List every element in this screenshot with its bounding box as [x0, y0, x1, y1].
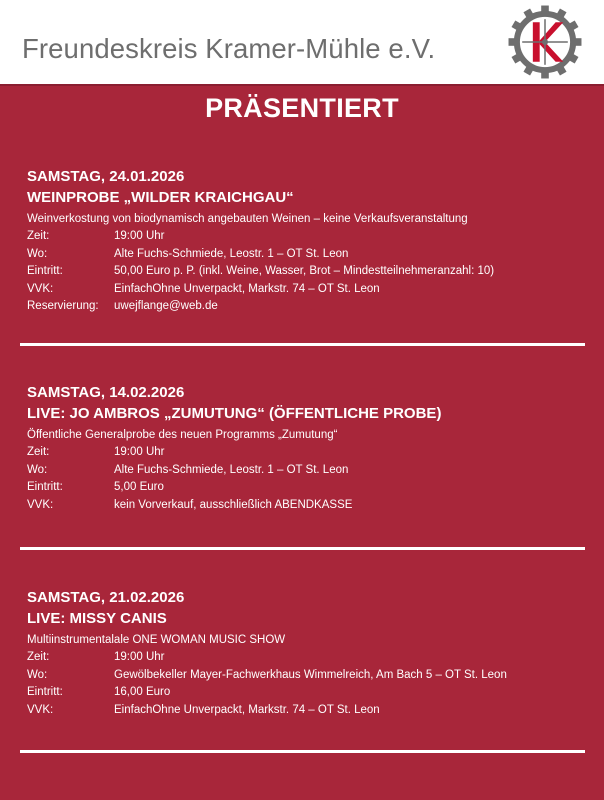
event-title: LIVE: JO AMBROS „ZUMUTUNG“ (ÖFFENTLICHE PROBE): [27, 405, 442, 422]
detail-row-time: Zeit: 19:00 Uhr: [27, 651, 165, 663]
detail-row-presale: VVK: EinfachOhne Unverpackt, Markstr. 74 – OT St. Leon: [27, 282, 380, 295]
detail-row-admission: Eintritt: 50,00 Euro p. P. (inkl. Weine, Wasser, Brot – Mindestteilnehmeranzahl: 10): [27, 265, 495, 277]
detail-row-location: Wo: Alte Fuchs-Schmiede, Leostr. 1 – OT St. Leon: [27, 247, 349, 260]
presents-heading: PRÄSENTIERT: [205, 93, 399, 123]
event-title: LIVE: MISSY CANIS: [27, 610, 167, 627]
divider: [20, 343, 585, 346]
event-3: [27, 588, 592, 719]
event-date: SAMSTAG, 21.02.2026: [27, 589, 185, 606]
detail-row-time: Zeit: 19:00 Uhr: [27, 230, 165, 242]
detail-row-admission: Eintritt: 5,00 Euro: [27, 481, 164, 493]
event-2: [27, 383, 592, 514]
event-description: Multiinstrumentalale ONE WOMAN MUSIC SHOW: [27, 634, 286, 646]
event-title: WEINPROBE „WILDER KRAICHGAU“: [27, 189, 294, 206]
divider: [20, 547, 585, 550]
detail-row-reservation: Reservierung: uwejflange@web.de: [27, 298, 592, 316]
event-date: SAMSTAG, 14.02.2026: [27, 384, 185, 401]
divider: [20, 750, 585, 753]
detail-row-location: Wo: Gewölbekeller Mayer-Fachwerkhaus Wimmelreich, Am Bach 5 – OT St. Leon: [27, 668, 507, 681]
mill-wheel-logo-icon: [507, 4, 583, 80]
event-1: [27, 167, 592, 316]
event-description: Weinverkostung von biodynamisch angebauten Weinen – keine Verkaufsveranstaltung: [27, 213, 468, 225]
header: [0, 0, 604, 86]
organization-name: Freundeskreis Kramer-Mühle e.V.: [22, 33, 436, 64]
reservation-email: uwejflange@web.de: [114, 300, 218, 312]
event-date: SAMSTAG, 24.01.2026: [27, 168, 185, 185]
detail-row-time: Zeit: 19:00 Uhr: [27, 446, 165, 458]
detail-row-presale: VVK: kein Vorverkauf, ausschließlich ABENDKASSE: [27, 498, 353, 511]
detail-row-location: Wo: Alte Fuchs-Schmiede, Leostr. 1 – OT St. Leon: [27, 463, 349, 476]
detail-row-admission: Eintritt: 16,00 Euro: [27, 686, 171, 698]
detail-row-presale: VVK: EinfachOhne Unverpackt, Markstr. 74 – OT St. Leon: [27, 703, 380, 716]
event-description: Öffentliche Generalprobe des neuen Programms „Zumutung“: [27, 429, 338, 441]
